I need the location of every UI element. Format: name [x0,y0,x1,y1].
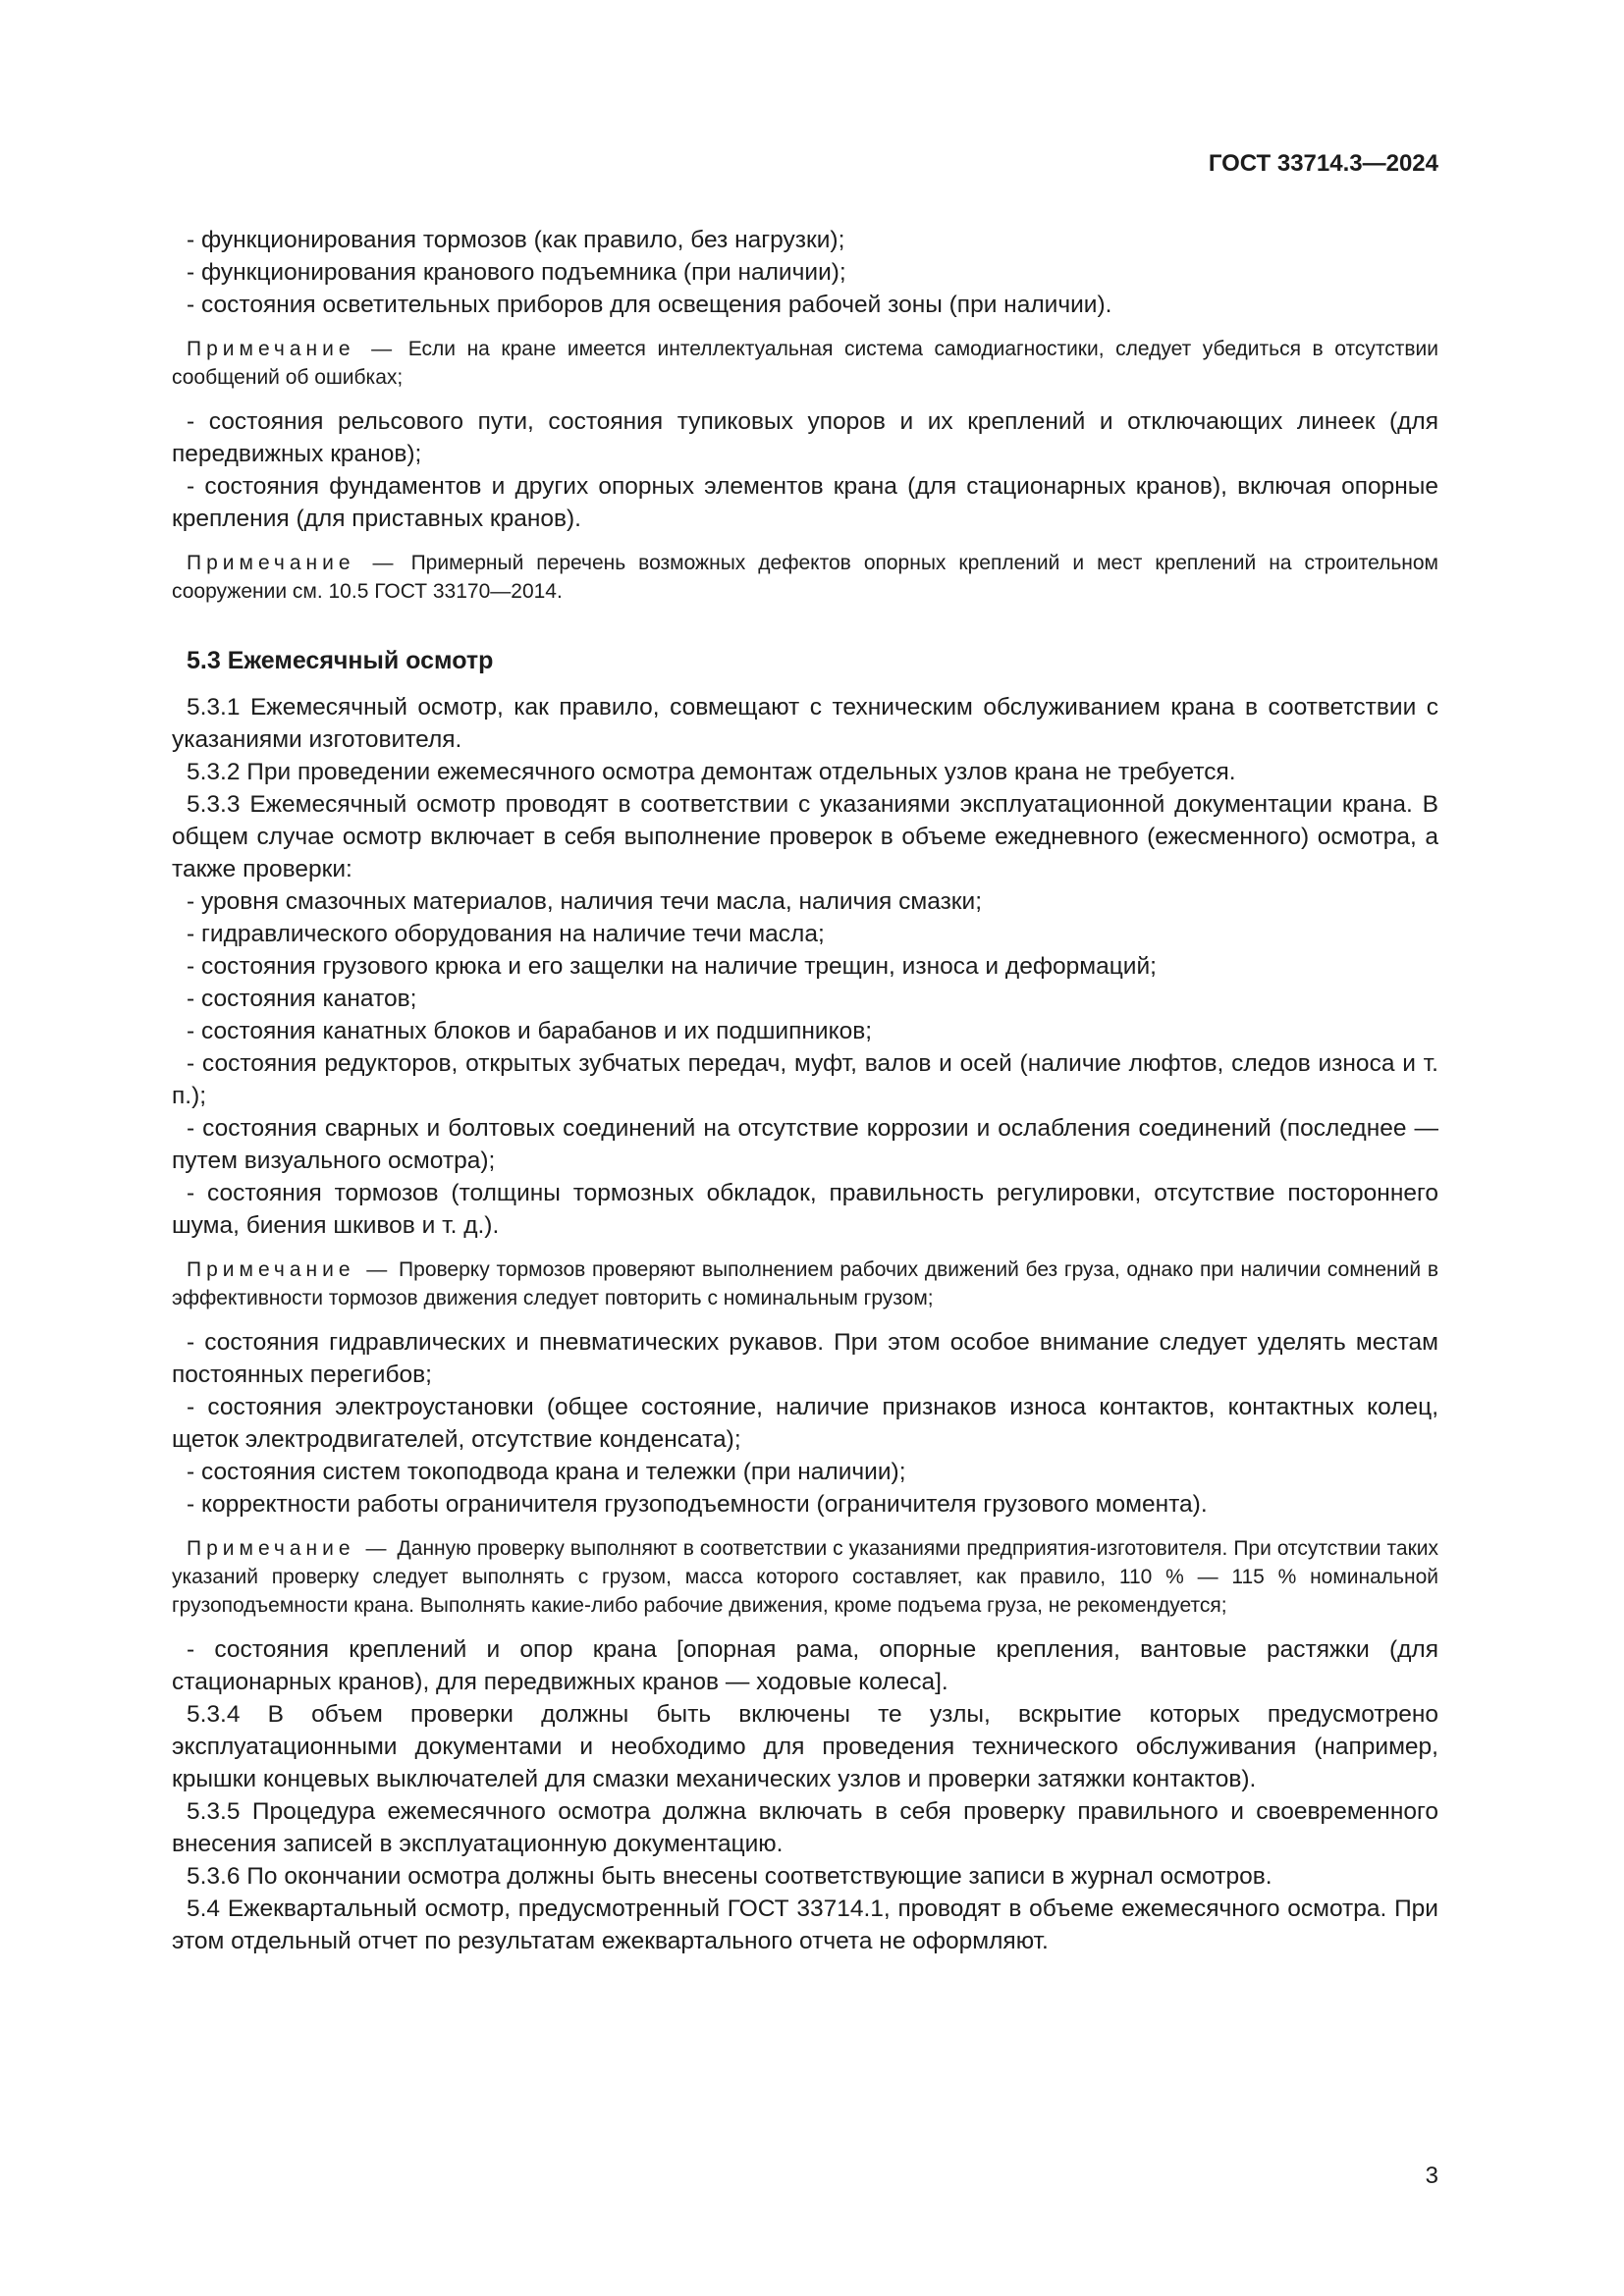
list-item: - состояния электроустановки (общее состояние, наличие признаков износа контактов, контактных колец, щеток электродвигателей, отсутствие конденсата); [172,1394,1438,1453]
note-paragraph [172,1534,1438,1620]
list-item: - уровня смазочных материалов, наличия течи масла, наличия смазки; [187,888,983,915]
list-item: - функционирования тормозов (как правило, без нагрузки); [187,227,845,253]
note-text: Примерный перечень возможных дефектов опорных креплений и мест креплений на строительном сооружении см. 10.5 ГОСТ 33170—2014. [172,552,1438,603]
document-body [172,224,1438,1957]
clause-paragraph: 5.3.3 Ежемесячный осмотр проводят в соответствии с указаниями эксплуатационной документации крана. В общем случае осмотр включает в себя выполнение проверок в объеме ежедневного (ежесменного) осмотра, а также проверки: [172,791,1438,882]
note-text: Данную проверку выполняют в соответствии с указаниями предприятия-изготовителя. При отсутствии таких указаний проверку следует выполнять с грузом, масса которого составляет, как правило, 110 % — 115 % номинальной грузоподъемности крана. Выполнять какие-либо рабочие движения, кроме подъема груза, не рекомендуется; [172,1537,1439,1617]
note-text: Если на кране имеется интеллектуальная система самодиагностики, следует убедиться в отсутствии сообщений об ошибках; [172,338,1438,389]
list-item: - состояния грузового крюка и его защелки на наличие трещин, износа и деформаций; [187,953,1157,980]
page-number: 3 [1425,2163,1438,2189]
clause-paragraph: 5.3.2 При проведении ежемесячного осмотра демонтаж отдельных узлов крана не требуется. [187,759,1236,785]
list-item: - корректности работы ограничителя грузоподъемности (ограничителя грузового момента). [187,1491,1208,1518]
list-item: - гидравлического оборудования на наличие течи масла; [187,921,825,947]
document-page [172,0,1438,2296]
note-label: Примечание — [187,338,398,360]
clause-paragraph: 5.3.4 В объем проверки должны быть включены те узлы, вскрытие которых предусмотрено эксплуатационными документами и необходимо для проведения технического обслуживания (например, крышки концевых выключателей для смазки механических узлов и проверки затяжки контактов). [172,1701,1438,1792]
note-paragraph [172,1255,1438,1312]
list-item: - состояния канатов; [187,986,417,1012]
note-paragraph [172,335,1438,392]
list-item: - состояния креплений и опор крана [опорная рама, опорные крепления, вантовые растяжки (для стационарных кранов), для передвижных кранов — ходовые колеса]. [172,1636,1438,1695]
list-item: - состояния фундаментов и других опорных элементов крана (для стационарных кранов), включая опорные крепления (для приставных кранов). [172,473,1438,532]
clause-paragraph: 5.4 Ежеквартальный осмотр, предусмотренный ГОСТ 33714.1, проводят в объеме ежемесячного осмотра. При этом отдельный отчет по результатам ежеквартального отчета не оформляют. [172,1896,1438,1954]
note-label: Примечание — [187,1258,393,1281]
list-item: - состояния редукторов, открытых зубчатых передач, муфт, валов и осей (наличие люфтов, следов износа и т. п.); [172,1050,1438,1109]
clause-paragraph: 5.3.6 По окончании осмотра должны быть внесены соответствующие записи в журнал осмотров. [187,1863,1272,1890]
note-label: Примечание — [187,1537,392,1560]
note-paragraph [172,549,1438,606]
list-item: - состояния сварных и болтовых соединений на отсутствие коррозии и ослабления соединений (последнее — путем визуального осмотра); [172,1115,1438,1174]
clause-paragraph: 5.3.1 Ежемесячный осмотр, как правило, совмещают с техническим обслуживанием крана в соответствии с указаниями изготовителя. [172,694,1438,753]
note-text: Проверку тормозов проверяют выполнением рабочих движений без груза, однако при наличии сомнений в эффективности тормозов движения следует повторить с номинальным грузом; [172,1258,1438,1309]
list-item: - состояния тормозов (толщины тормозных обкладок, правильность регулировки, отсутствие постороннего шума, биения шкивов и т. д.). [172,1180,1438,1239]
section-heading: 5.3 Ежемесячный осмотр [187,647,494,674]
list-item: - состояния систем токоподвода крана и тележки (при наличии); [187,1459,906,1485]
list-item: - состояния канатных блоков и барабанов и их подшипников; [187,1018,873,1044]
clause-paragraph: 5.3.5 Процедура ежемесячного осмотра должна включать в себя проверку правильного и своевременного внесения записей в эксплуатационную документацию. [172,1798,1438,1857]
list-item: - состояния рельсового пути, состояния тупиковых упоров и их креплений и отключающих линеек (для передвижных кранов); [172,408,1438,467]
list-item: - состояния гидравлических и пневматических рукавов. При этом особое внимание следует уделять местам постоянных перегибов; [172,1329,1438,1388]
list-item: - функционирования кранового подъемника (при наличии); [187,259,846,286]
document-code: ГОСТ 33714.3—2024 [1208,150,1438,177]
list-item: - состояния осветительных приборов для освещения рабочей зоны (при наличии). [187,292,1112,318]
note-label: Примечание — [187,552,399,574]
